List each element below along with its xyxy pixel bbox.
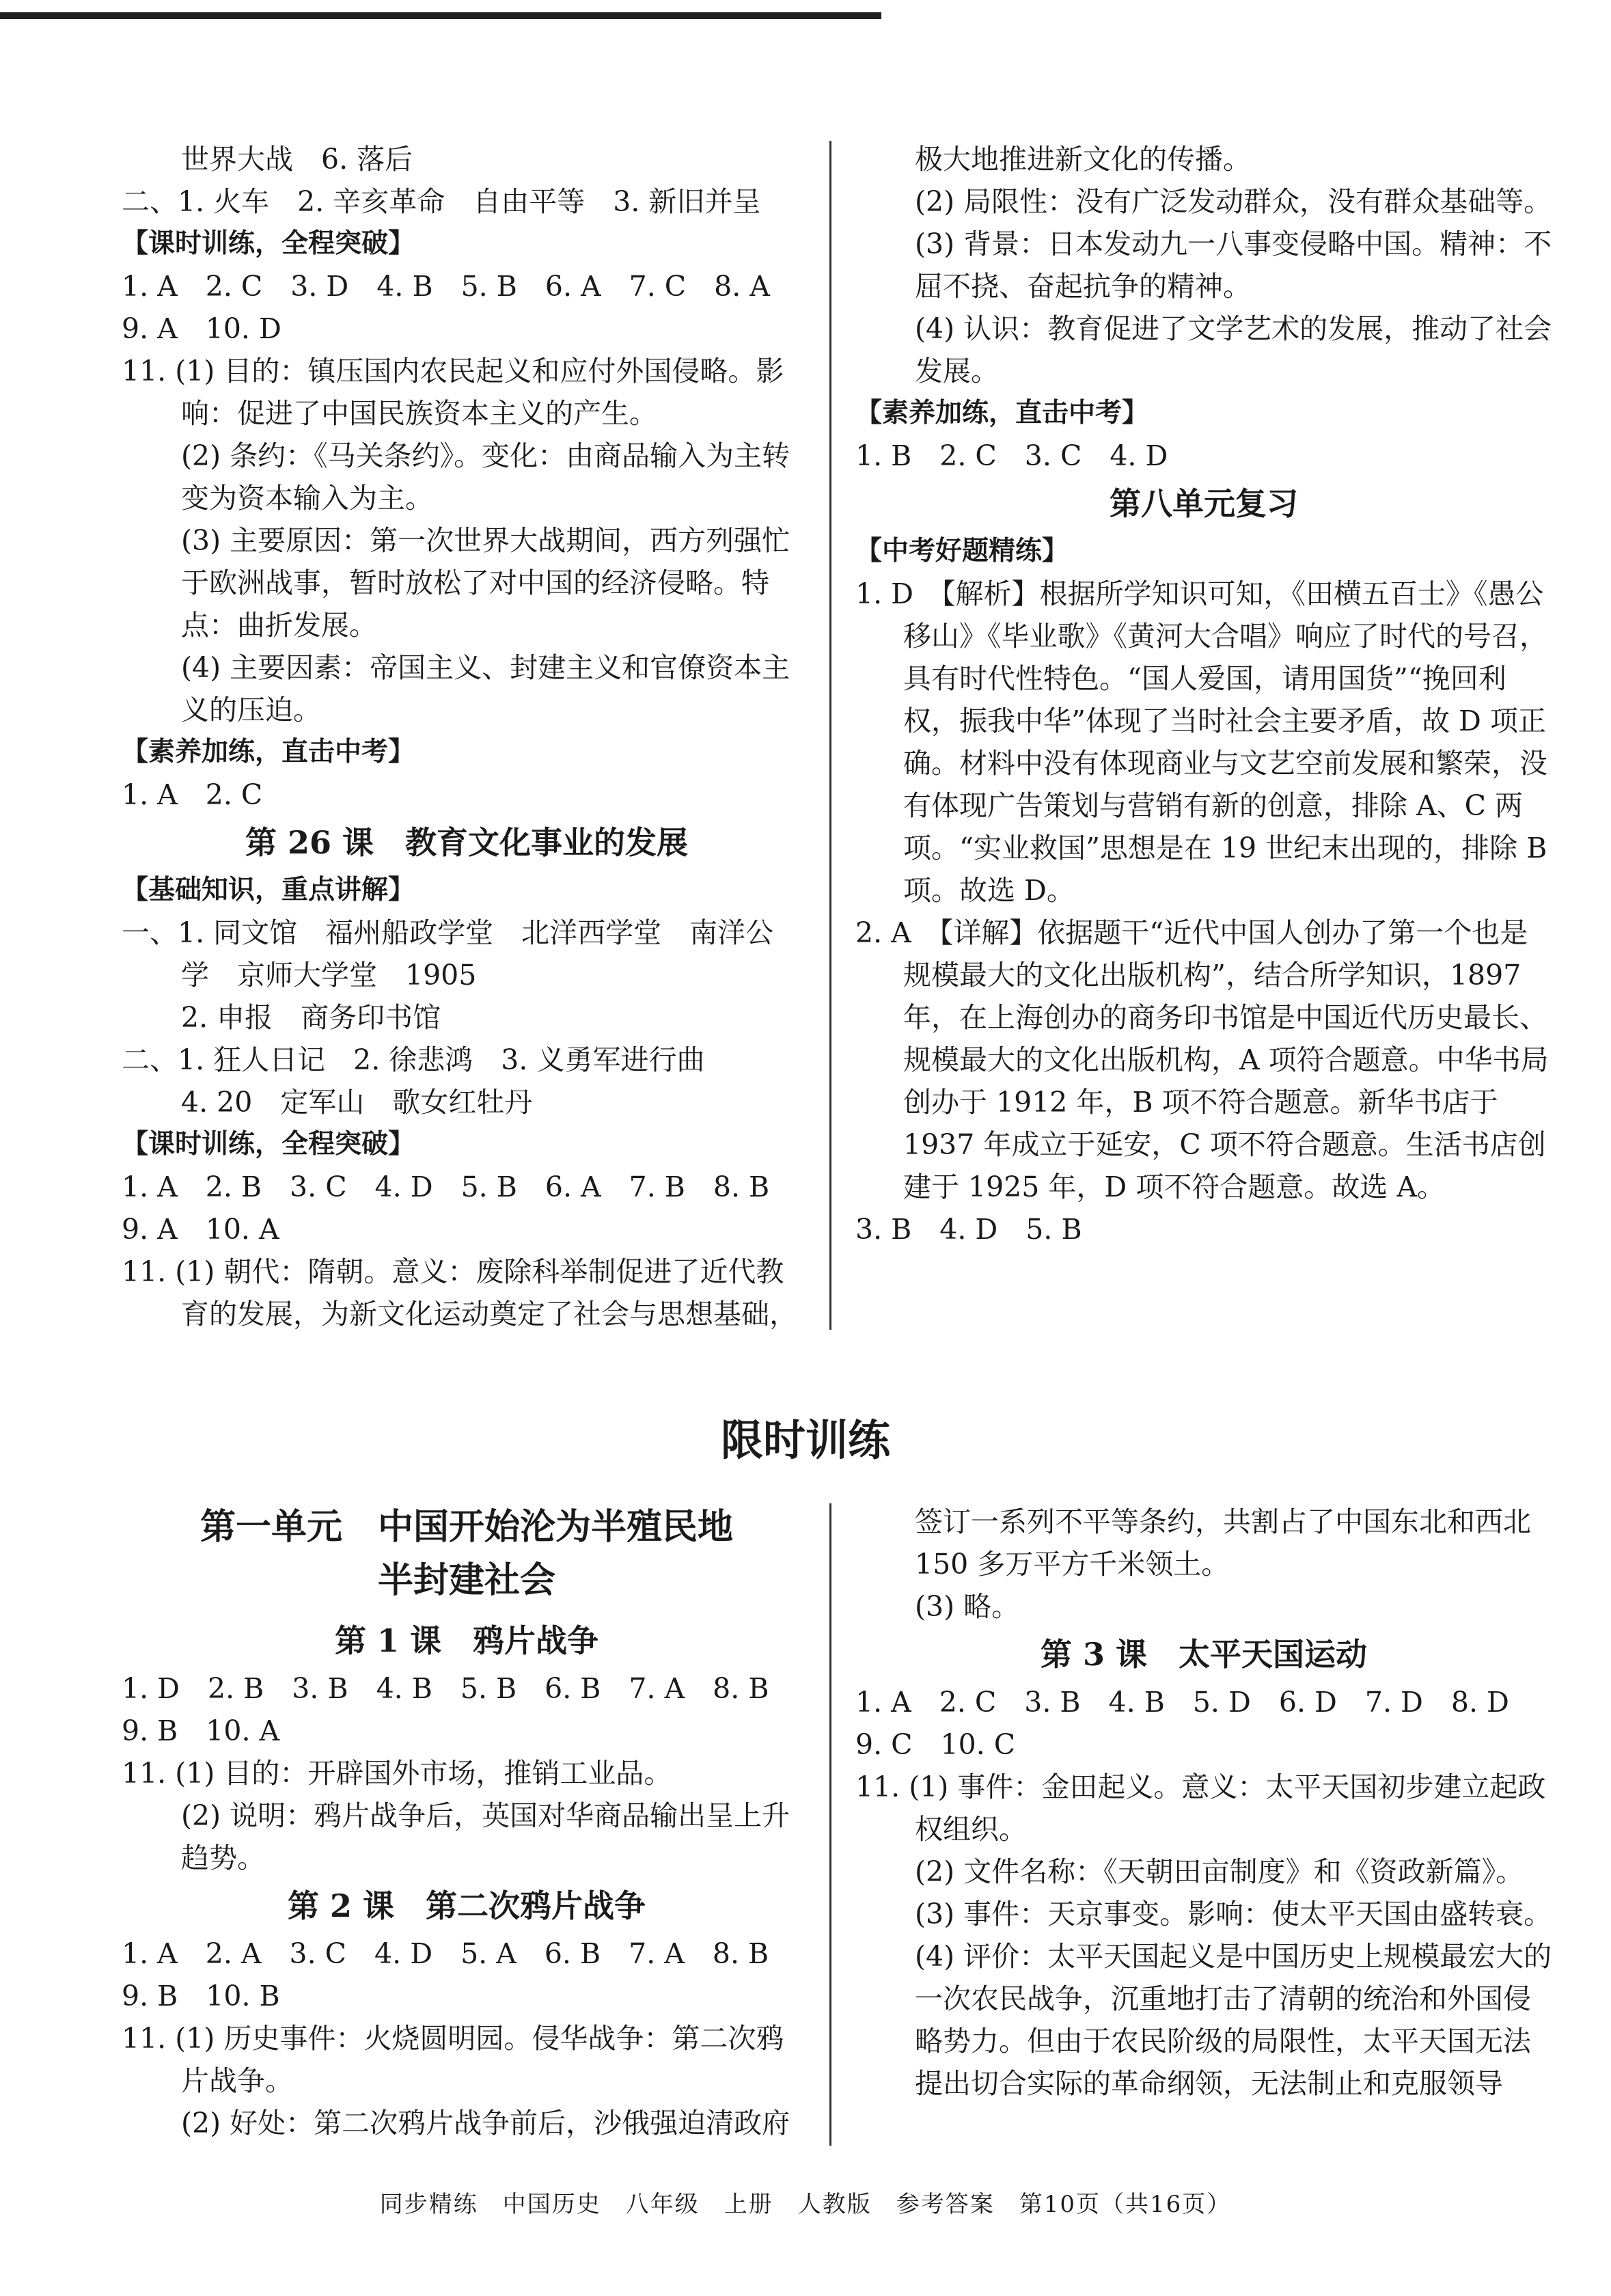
text-line: (3) 主要原因：第一次世界大战期间，西方列强忙于欧洲战事，暂时放松了对中国的经济侵略。特点：曲折发展。 (181, 524, 790, 642)
text-line: (2) 好处：第二次鸦片战争前后，沙俄强迫清政府 (181, 2107, 790, 2140)
text-line: 11. (1) 目的：镇压国内农民起义和应付外国侵略。影响：促进了中国民族资本主义的产生。 (122, 355, 784, 430)
text-line: 二、1. 狂人日记 2. 徐悲鸿 3. 义勇军进行曲 (122, 1043, 705, 1076)
text-line: 11. (1) 朝代：隋朝。意义：废除科举制促进了近代教育的发展，为新文化运动奠定了社会与思想基础， (122, 1255, 797, 1330)
section-tag: 【素养加练，直击中考】 (855, 398, 1149, 428)
answer-row: 9. B 10. B (122, 1980, 280, 2012)
text-line: 11. (1) 历史事件：火烧圆明园。侵华战争：第二次鸦片战争。 (122, 2022, 784, 2097)
text-line: (4) 认识：教育促进了文学艺术的发展，推动了社会发展。 (915, 312, 1552, 387)
analysis-paragraph: 2. A 【详解】依据题干“近代中国人创办了第一个也是规模最大的文化出版机构”，结合所学知识，1897 年，在上海创办的商务印书馆是中国近代历史最长、规模最大的文化出版机构，A 项符合题意。中华书局创办于 1912 年，B 项不符合题意。新华书店于 1937 年成立于延安，C 项不符合题意。生活书店创建于 1925 年，D 项不符合题意。故选 A。 (855, 916, 1549, 1203)
unit-review-title: 第八单元复习 (1110, 485, 1298, 522)
bottom-right-column (855, 1501, 1552, 2105)
answer-row: 9. C 10. C (855, 1728, 1016, 1761)
text-line: (4) 评价：太平天国起义是中国历史上规模最宏大的一次农民战争，沉重地打击了清朝的统治和外国侵略势力。但由于农民阶级的局限性，太平天国无法提出切合实际的革命纲领，无法制止和克服领导 (915, 1940, 1552, 2100)
section-title: 限时训练 (720, 1415, 890, 1465)
text-line: 二、1. 火车 2. 辛亥革命 自由平等 3. 新旧并呈 (122, 185, 761, 218)
section-tag: 【课时训练，全程突破】 (122, 228, 415, 259)
answer-row: 1. A 2. C 3. D 4. B 5. B 6. A 7. C 8. A (122, 270, 770, 303)
column-divider (829, 1503, 831, 2146)
answer-row: 1. B 2. C 3. C 4. D (855, 439, 1168, 472)
text-line: (3) 背景：日本发动九一八事变侵略中国。精神：不屈不挠、奋起抗争的精神。 (915, 228, 1552, 303)
top-rule (0, 12, 881, 19)
analysis-paragraph: 1. D 【解析】根据所学知识可知，《田横五百士》《愚公移山》《毕业歌》《黄河大合唱》响应了时代的号召，具有时代性特色。“国人爱国，请用国货”“挽回利权，振我中华”体现了当时社会主要矛盾，故 D 项正确。材料中没有体现商业与文艺空前发展和繁荣，没有体现广告策划与营销有新的创意，排除 A、C 两项。“实业救国”思想是在 19 世纪末出现的，排除 B 项。故选 D。 (855, 577, 1547, 907)
text-line: 一、1. 同文馆 福州船政学堂 北洋西学堂 南洋公 (122, 916, 774, 949)
lesson-title: 第 26 课 教育文化事业的发展 (245, 824, 689, 861)
section-tag: 【课时训练，全程突破】 (122, 1129, 415, 1160)
lesson-title: 第 3 课 太平天国运动 (1040, 1636, 1368, 1673)
answer-row: 1. A 2. A 3. C 4. D 5. A 6. B 7. A 8. B (122, 1937, 769, 1970)
text-line: 签订一系列不平等条约，共割占了中国东北和西北150 多万平方千米领土。 (915, 1505, 1531, 1581)
section-tag: 【素养加练，直击中考】 (122, 737, 415, 767)
column-divider (829, 141, 831, 1330)
page-footer: 同步精练 中国历史 八年级 上册 人教版 参考答案 第10页（共16页） (379, 2191, 1232, 2218)
text-line: 11. (1) 目的：开辟国外市场，推销工业品。 (122, 1757, 672, 1790)
answer-row: 3. B 4. D 5. B (855, 1213, 1082, 1246)
answer-row: 1. A 2. C 3. B 4. B 5. D 6. D 7. D 8. D (855, 1686, 1509, 1719)
text-line: (2) 说明：鸦片战争后，英国对华商品输出呈上升趋势。 (181, 1799, 790, 1874)
text-line: (2) 条约：《马关条约》。变化：由商品输入为主转变为资本输入为主。 (181, 439, 790, 515)
text-line: (2) 文件名称：《天朝田亩制度》和《资政新篇》。 (915, 1855, 1524, 1888)
text-line: 学 京师大学堂 1905 (181, 959, 477, 992)
section-tag: 【中考好题精练】 (855, 536, 1069, 566)
text-line: 2. 申报 商务印书馆 (181, 1001, 441, 1034)
bottom-left-column (122, 1501, 812, 2144)
text-line: 世界大战 6. 落后 (181, 143, 413, 176)
text-line: (4) 主要因素：帝国主义、封建主义和官僚资本主义的压迫。 (181, 651, 790, 726)
text-line: 极大地推进新文化的传播。 (915, 143, 1251, 176)
answer-row: 9. A 10. A (122, 1213, 279, 1246)
answer-row: 1. A 2. B 3. C 4. D 5. B 6. A 7. B 8. B (122, 1171, 770, 1203)
unit-title: 第一单元 中国开始沦为半殖民地 (199, 1507, 733, 1548)
top-right-column (855, 138, 1552, 1250)
text-line: (3) 略。 (915, 1590, 1020, 1623)
answer-row: 1. D 2. B 3. B 4. B 5. B 6. B 7. A 8. B (122, 1672, 769, 1705)
lesson-title: 第 1 课 鸦片战争 (334, 1622, 599, 1659)
section-tag: 【基础知识，重点讲解】 (122, 875, 415, 905)
text-line: (3) 事件：天京事变。影响：使太平天国由盛转衰。 (915, 1898, 1552, 1930)
lesson-title: 第 2 课 第二次鸦片战争 (287, 1887, 646, 1924)
answer-row: 9. B 10. A (122, 1714, 280, 1747)
text-line: 4. 20 定军山 歌女红牡丹 (181, 1086, 533, 1119)
unit-title: 半封建社会 (377, 1560, 555, 1601)
text-line: (2) 局限性：没有广泛发动群众，没有群众基础等。 (915, 185, 1552, 218)
answer-row: 9. A 10. D (122, 312, 281, 345)
text-line: 11. (1) 事件：金田起义。意义：太平天国初步建立起政权组织。 (855, 1771, 1546, 1846)
answer-row: 1. A 2. C (122, 778, 263, 811)
top-left-column (122, 138, 812, 1335)
